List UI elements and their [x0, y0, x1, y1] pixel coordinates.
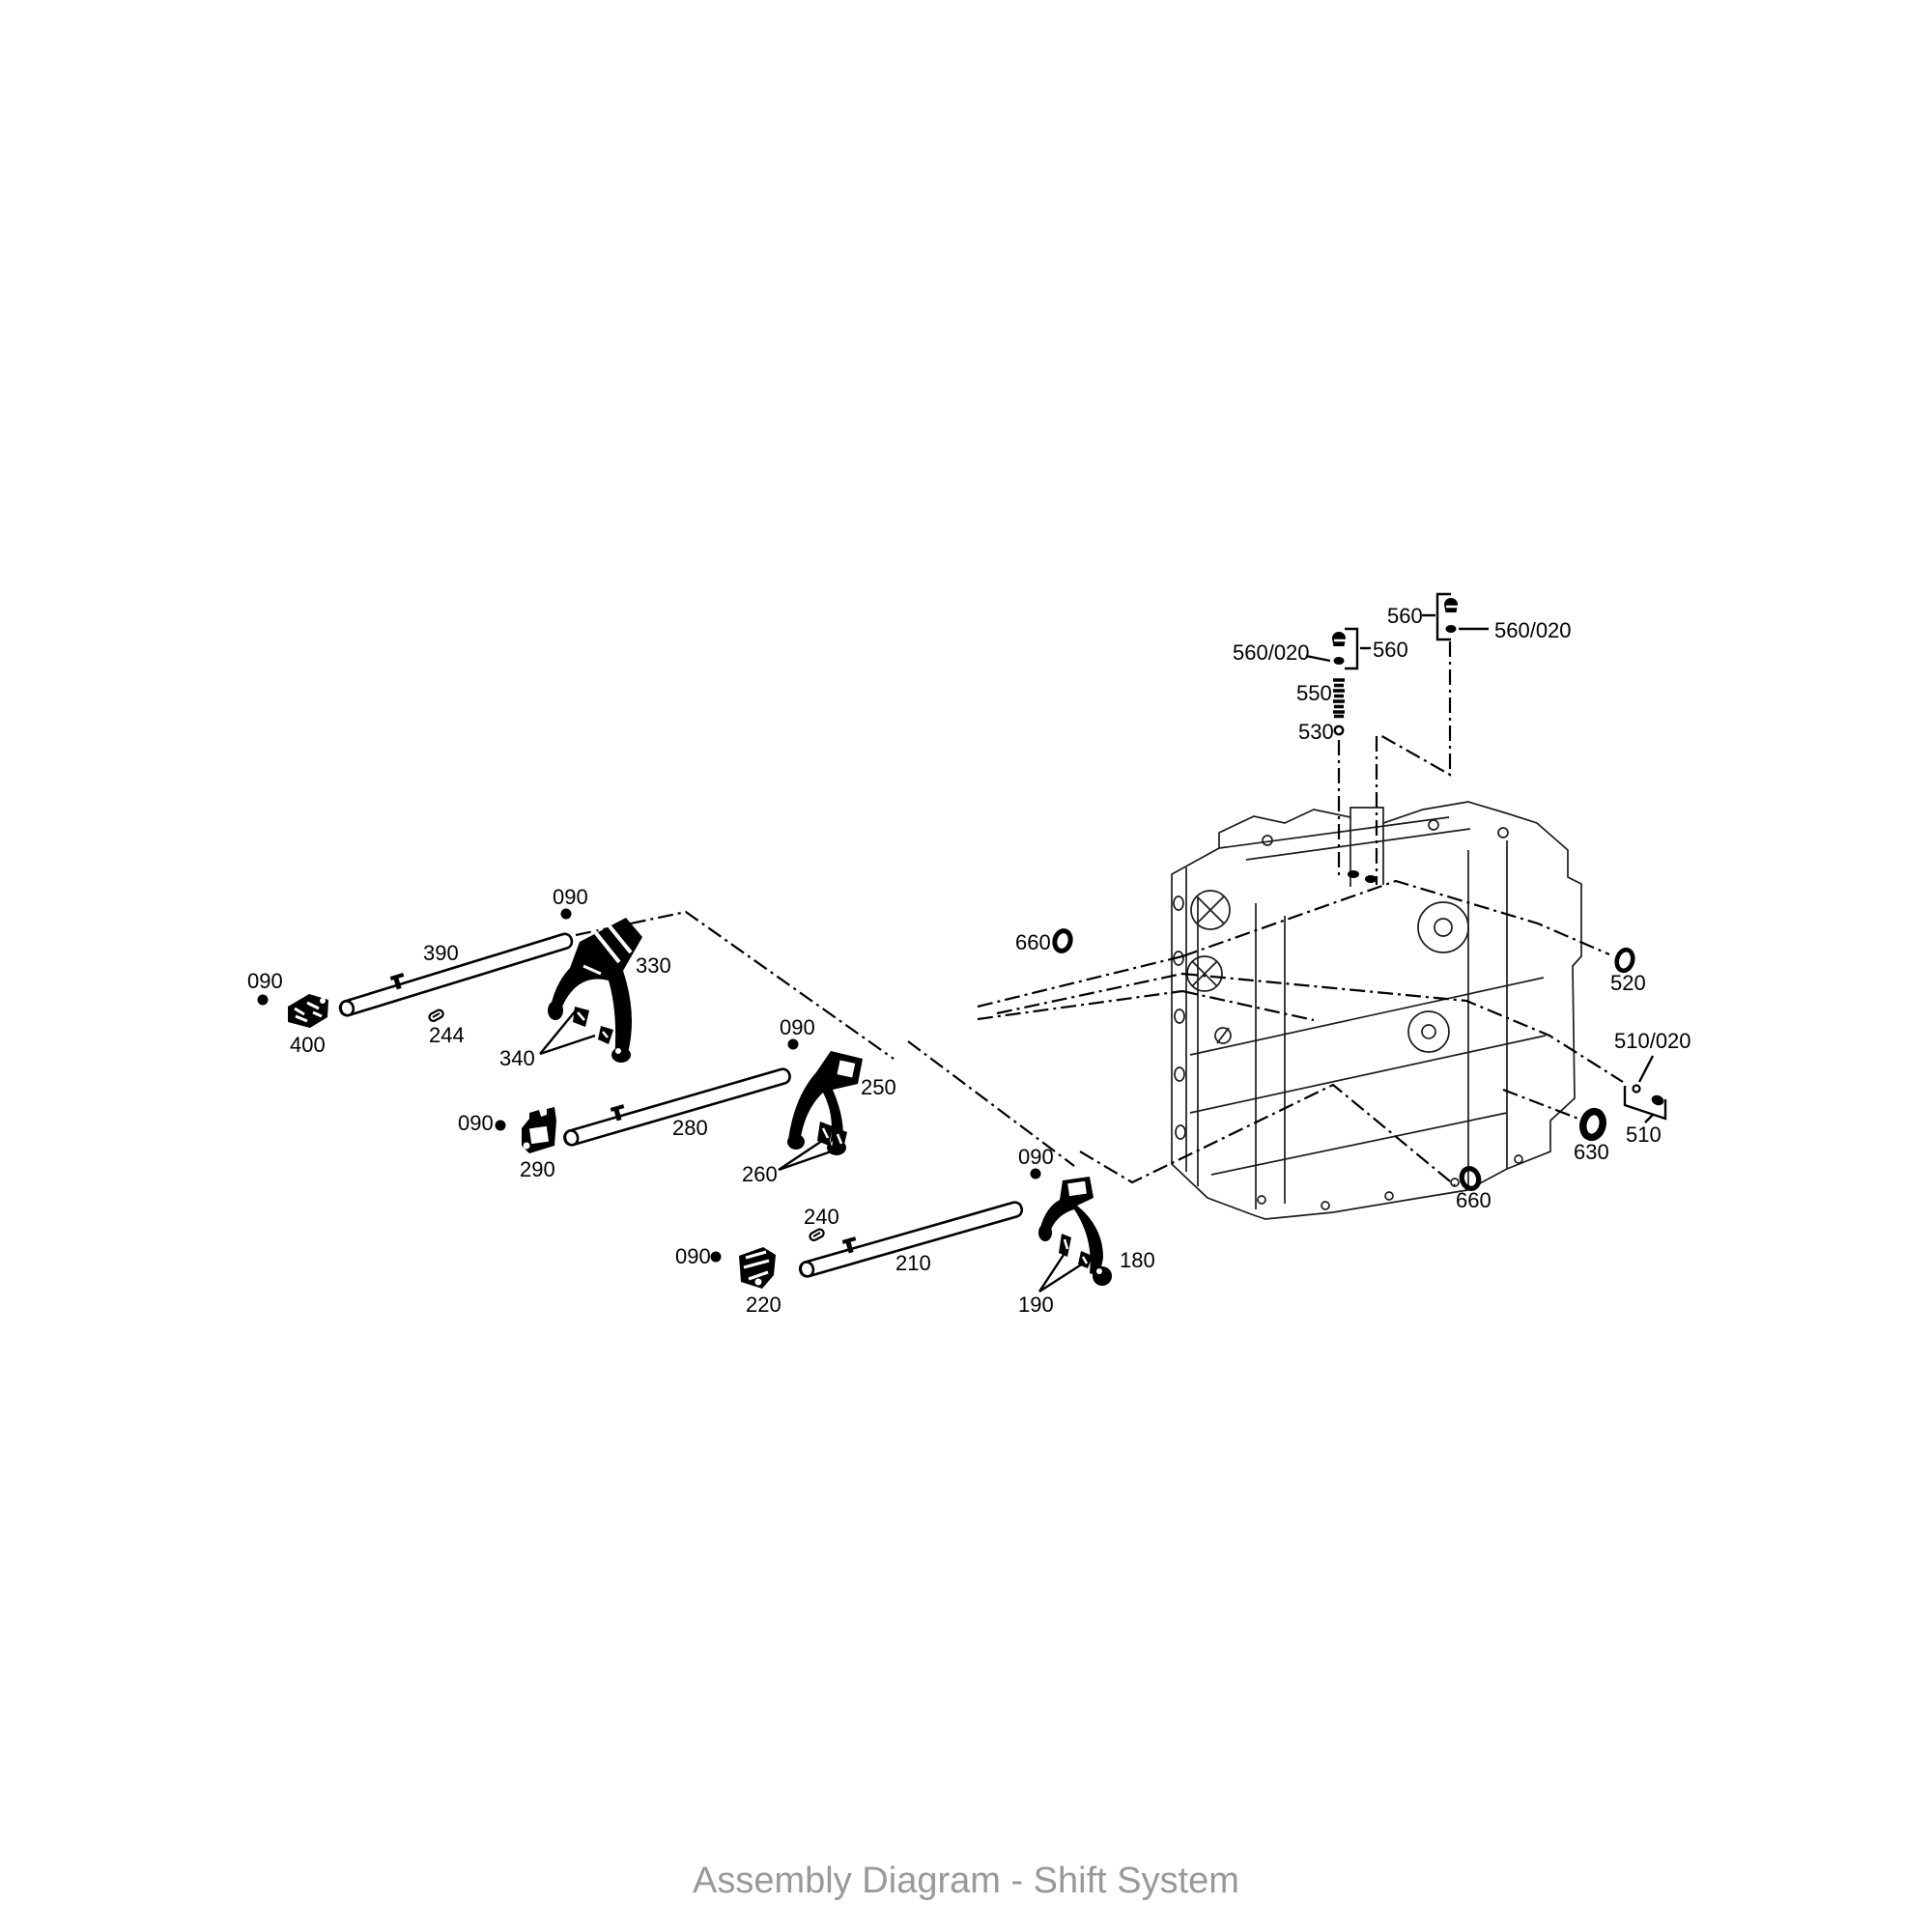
part-label-390: 390 — [423, 941, 459, 965]
o-ring-520 — [1614, 948, 1634, 973]
part-label-260: 260 — [742, 1162, 778, 1186]
compression-spring-550 — [1333, 680, 1345, 717]
detent-ball-530 — [1335, 726, 1343, 734]
part-label-520: 520 — [1610, 971, 1646, 995]
part-label-190: 190 — [1018, 1293, 1054, 1317]
sliding-pads-340 — [573, 1007, 613, 1044]
part-label-220: 220 — [746, 1293, 781, 1317]
slotted-pin-240 — [809, 1228, 825, 1241]
part-label-290: 290 — [520, 1157, 555, 1181]
part-label-340: 340 — [499, 1046, 535, 1070]
screw-plug-560-left — [1332, 632, 1346, 665]
part-label-180: 180 — [1120, 1248, 1155, 1272]
part-label-280: 280 — [672, 1116, 708, 1140]
gearshift-block-290 — [522, 1107, 556, 1153]
o-ring-660-upper — [1053, 929, 1073, 952]
gearshift-block-220 — [739, 1247, 776, 1289]
shaft-seal-630 — [1580, 1109, 1605, 1139]
part-label-510-020: 510/020 — [1614, 1029, 1691, 1053]
part-label-560-left: 560 — [1373, 638, 1408, 662]
part-label-250: 250 — [861, 1075, 896, 1099]
part-label-550: 550 — [1296, 681, 1332, 705]
transmission-housing — [1172, 802, 1581, 1219]
part-label-660-upper: 660 — [1015, 930, 1051, 954]
gearshift-block-400 — [288, 994, 328, 1028]
screw-plug-560-right — [1444, 598, 1458, 633]
part-label-210: 210 — [895, 1251, 931, 1275]
part-label-560-020-right: 560/020 — [1494, 618, 1572, 642]
part-label-090-5: 090 — [675, 1244, 711, 1268]
part-label-530: 530 — [1298, 720, 1334, 744]
diagram-caption: Assembly Diagram - Shift System — [693, 1861, 1239, 1901]
part-label-560-020-left: 560/020 — [1233, 640, 1310, 665]
slotted-pin-244 — [428, 1009, 444, 1022]
part-label-090-4: 090 — [458, 1111, 494, 1135]
part-label-240: 240 — [804, 1205, 839, 1229]
part-label-090-6: 090 — [1018, 1145, 1054, 1169]
part-label-090-1: 090 — [553, 885, 588, 909]
part-label-330: 330 — [636, 953, 671, 978]
part-label-660-lower: 660 — [1456, 1188, 1492, 1212]
part-label-090-3: 090 — [780, 1015, 815, 1039]
plug-group-510 — [1634, 1086, 1665, 1107]
part-label-090-2: 090 — [247, 969, 283, 993]
part-label-400: 400 — [290, 1033, 326, 1057]
part-label-244: 244 — [429, 1023, 465, 1047]
part-label-510: 510 — [1626, 1122, 1662, 1147]
part-label-560-right: 560 — [1387, 604, 1423, 628]
part-label-630: 630 — [1574, 1140, 1609, 1164]
